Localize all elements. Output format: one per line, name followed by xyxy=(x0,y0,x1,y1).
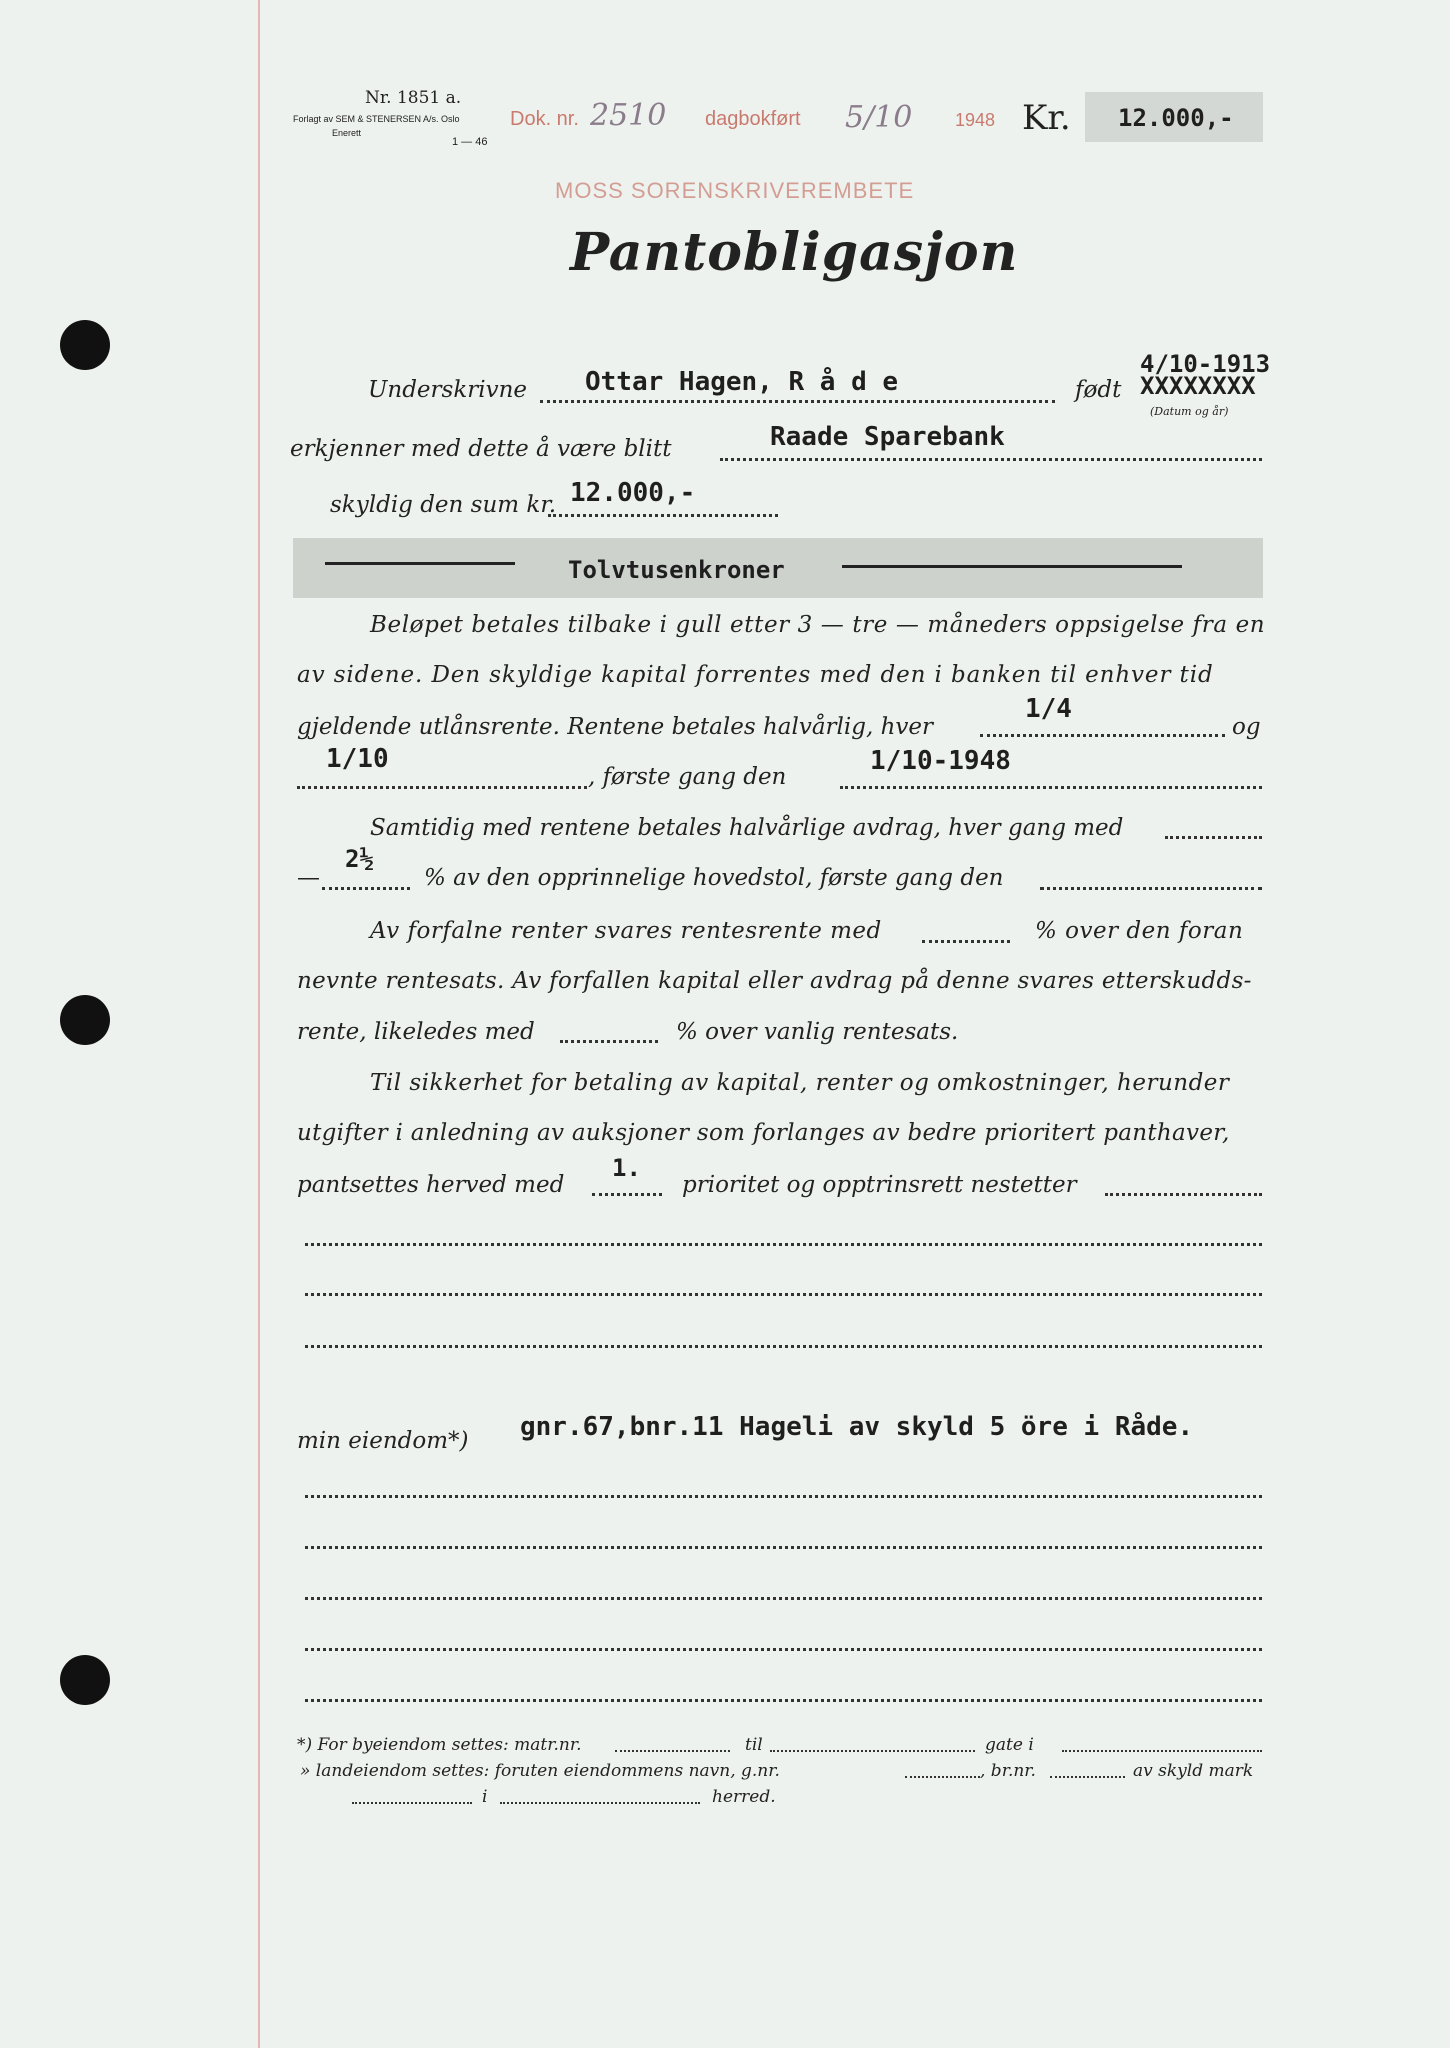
blank-line xyxy=(305,1597,1262,1600)
body-text: Til sikkerhet for betaling av kapital, renter og omkostninger, herunder xyxy=(370,1070,1230,1096)
skyldig-label: skyldig den sum kr. xyxy=(330,492,557,518)
blank-line xyxy=(305,1293,1262,1296)
footnote-text: *) For byeiendom settes: matr.nr. xyxy=(297,1735,582,1755)
footnote-text: av skyld mark xyxy=(1133,1761,1254,1781)
header-amount: 12.000,- xyxy=(1118,104,1234,132)
amount-words-dash-right xyxy=(842,565,1182,568)
first-date-line xyxy=(840,786,1262,789)
publisher-line: Forlagt av SEM & STENERSEN A/s. Oslo xyxy=(293,114,460,124)
skyldig-line xyxy=(548,514,778,517)
margin-line xyxy=(258,0,260,2048)
publisher-enerett: Enerett xyxy=(332,128,362,138)
body-text: utgifter i anledning av auksjoner som forlanges av bedre prioritert panthaver, xyxy=(297,1120,1230,1146)
body-text: rente, likeledes med xyxy=(297,1019,535,1045)
footnote-text: gate i xyxy=(985,1735,1034,1755)
avdrag-line xyxy=(1165,836,1262,839)
underskrivne-label: Underskrivne xyxy=(368,377,528,403)
interval-value-2: 1/10 xyxy=(326,744,389,774)
interval-line xyxy=(980,734,1225,737)
footnote-line xyxy=(500,1802,700,1804)
punch-hole xyxy=(60,1655,110,1705)
body-text: Av forfalne renter svares rentesrente med xyxy=(370,918,882,944)
blank-line xyxy=(305,1243,1262,1246)
footnote-line xyxy=(1062,1750,1262,1752)
amount-words: Tolvtusenkroner xyxy=(568,556,785,584)
eiendom-label: min eiendom*) xyxy=(297,1428,469,1454)
underskrivne-line xyxy=(540,400,1055,403)
blank-line xyxy=(305,1546,1262,1549)
fodt-overstrike: XXXXXXXX xyxy=(1140,372,1256,400)
year: 1948 xyxy=(955,110,996,130)
kr-label: Kr. xyxy=(1022,98,1071,138)
priority-line xyxy=(592,1193,662,1196)
stamp: MOSS SORENSKRIVEREMBETE xyxy=(555,178,915,203)
page-title: Pantobligasjon xyxy=(570,222,1019,283)
interval-value: 1/4 xyxy=(1025,694,1072,724)
body-text: % av den opprinnelige hovedstol, første gang den xyxy=(424,865,1004,891)
body-text: gjeldende utlånsrente. Rentene betales halvårlig, hver xyxy=(297,714,934,740)
datum-label: (Datum og år) xyxy=(1150,405,1229,418)
footnote-line xyxy=(770,1750,975,1752)
footnote-line xyxy=(352,1802,472,1804)
footnote-text: til xyxy=(745,1735,763,1755)
body-text: Beløpet betales tilbake i gull etter 3 — tre — måneders oppsigelse fra en xyxy=(370,612,1266,638)
form-number: Nr. 1851 a. xyxy=(365,88,462,108)
etterskudd-line xyxy=(560,1040,658,1043)
body-text: % over vanlig rentesats. xyxy=(676,1019,959,1045)
blank-line xyxy=(305,1699,1262,1702)
publisher-date: 1 — 46 xyxy=(452,136,488,148)
body-text: , første gang den xyxy=(588,764,787,790)
fodt-label: født xyxy=(1075,377,1122,403)
avdrag-date-line xyxy=(1040,887,1262,890)
body-text: nevnte rentesats. Av forfallen kapital eller avdrag på denne svares etterskudds- xyxy=(297,968,1252,994)
body-text: prioritet og opptrinsrett nestetter xyxy=(682,1172,1077,1198)
punch-hole xyxy=(60,320,110,370)
footnote-text: » landeiendom settes: foruten eiendommens navn, g.nr. xyxy=(300,1761,780,1781)
interval-line-2 xyxy=(297,786,587,789)
blank-line xyxy=(305,1648,1262,1651)
dok-label: Dok. nr. xyxy=(510,108,579,130)
first-date-value: 1/10-1948 xyxy=(870,746,1011,776)
dagbokfort-label: dagbokført xyxy=(705,108,801,130)
fodt-value: 4/10-1913 xyxy=(1140,350,1271,378)
footnote-line xyxy=(1050,1776,1125,1778)
footnote-line xyxy=(905,1776,980,1778)
body-text: pantsettes herved med xyxy=(297,1172,565,1198)
body-text: og xyxy=(1232,714,1261,740)
percent-value: 2½ xyxy=(345,845,374,873)
eiendom-value: gnr.67,bnr.11 Hageli av skyld 5 öre i Råde. xyxy=(520,1412,1194,1442)
rentesrente-line xyxy=(922,940,1010,943)
footnote-text: , br.nr. xyxy=(980,1761,1036,1781)
punch-hole xyxy=(60,995,110,1045)
dok-number: 2510 xyxy=(590,98,667,133)
blank-line xyxy=(305,1345,1262,1348)
erkjenner-line xyxy=(720,458,1262,461)
dagbokfort-date: 5/10 xyxy=(845,100,913,135)
body-text: av sidene. Den skyldige kapital forrentes med den i banken til enhver tid xyxy=(297,662,1214,688)
blank-line xyxy=(305,1495,1262,1498)
footnote-line xyxy=(615,1750,730,1752)
percent-line xyxy=(322,887,410,890)
underskrivne-value: Ottar Hagen, R å d e xyxy=(585,367,899,397)
body-text: — xyxy=(297,865,320,891)
body-text: Samtidig med rentene betales halvårlige avdrag, hver gang med xyxy=(370,815,1124,841)
skyldig-value: 12.000,- xyxy=(570,478,696,508)
erkjenner-label: erkjenner med dette å være blitt xyxy=(290,436,672,462)
footnote-text: i xyxy=(482,1787,488,1807)
body-text: % over den foran xyxy=(1035,918,1244,944)
amount-words-dash-left xyxy=(325,562,515,565)
footnote-text: herred. xyxy=(712,1787,776,1807)
erkjenner-value: Raade Sparebank xyxy=(770,422,1005,452)
priority-value: 1. xyxy=(612,1154,641,1182)
nestetter-line xyxy=(1105,1193,1262,1196)
